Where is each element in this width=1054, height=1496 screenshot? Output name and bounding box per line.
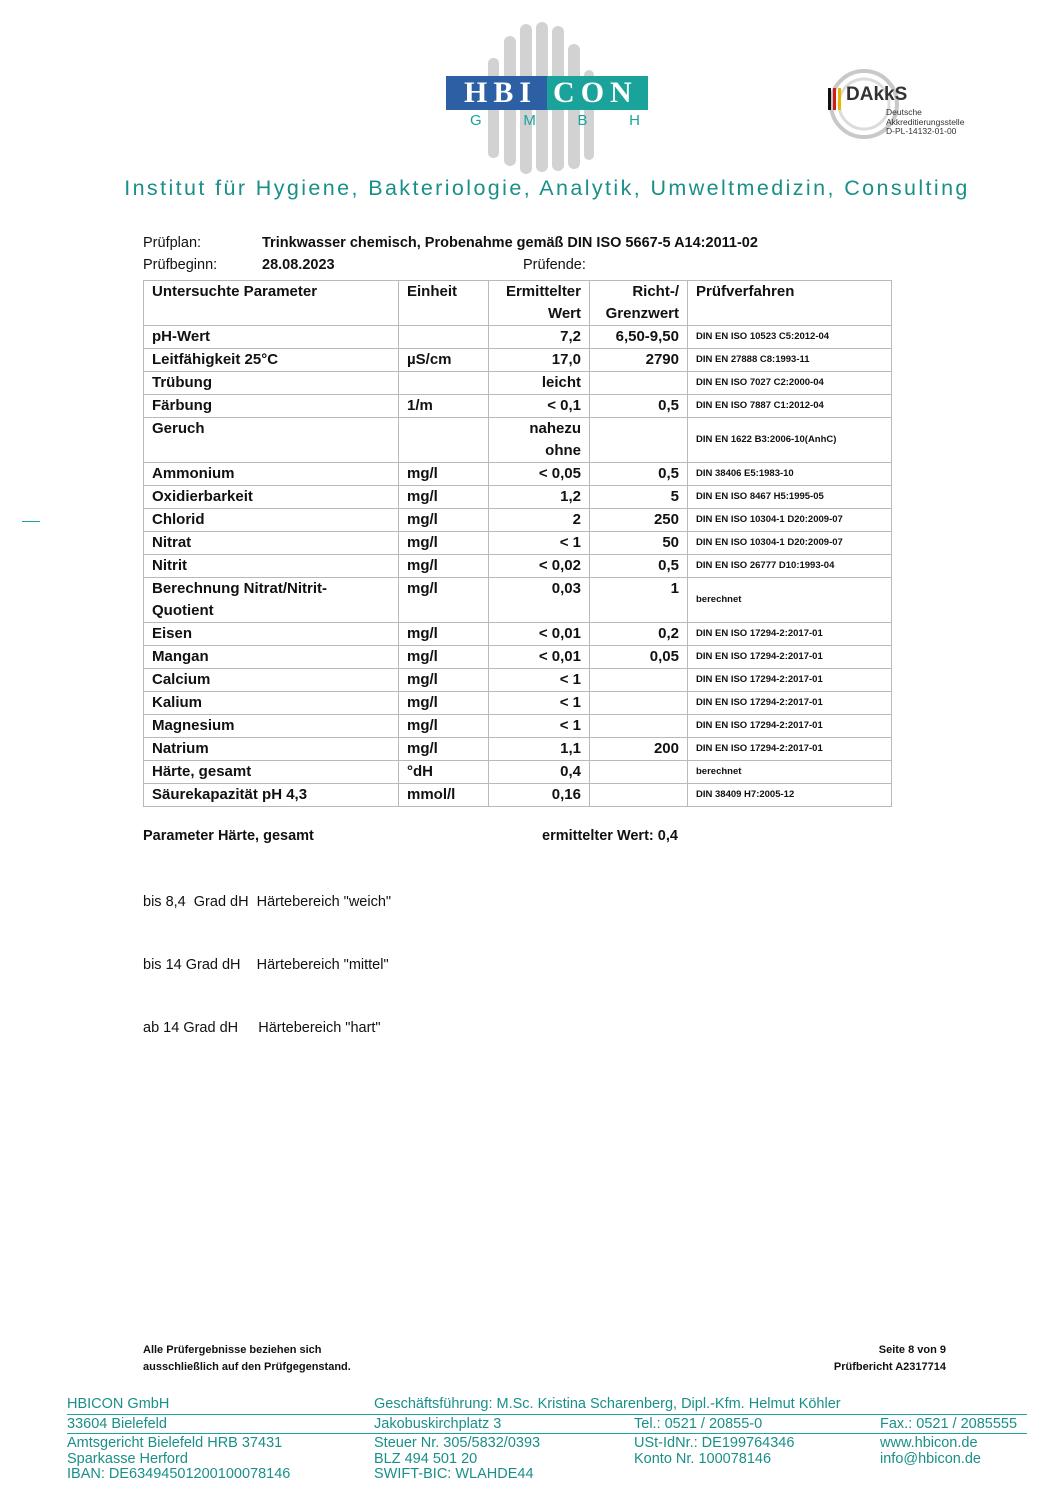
street: Jakobuskirchplatz 3 [374,1416,502,1432]
cell-unit: 1/m [399,395,489,418]
cell-parameter: Nitrat [144,532,399,555]
cell-method: DIN 38406 E5:1983-10 [688,463,892,486]
company-name: HBICON GmbH [67,1396,170,1412]
cell-limit [590,761,688,784]
footer-note: Alle Prüfergebnisse beziehen sich ausschließlich auf den Prüfgegenstand. [143,1344,351,1373]
cell-value: < 0,05 [489,463,590,486]
cell-method: DIN EN ISO 10304-1 D20:2009-07 [688,532,892,555]
cell-value: < 1 [489,669,590,692]
logo-legal-letter: G [470,112,482,129]
results-table [143,280,892,807]
page-info [834,1342,946,1376]
cell-parameter: Ammonium [144,463,399,486]
header-parameter: Untersuchte Parameter [144,281,399,326]
cell-value: 0,16 [489,784,590,807]
cell-value: < 0,01 [489,623,590,646]
table-row [144,646,892,669]
cell-value: < 1 [489,715,590,738]
cell-limit: 0,5 [590,395,688,418]
cell-unit: mg/l [399,555,489,578]
cell-value: leicht [489,372,590,395]
cell-parameter: Berechnung Nitrat/Nitrit- Quotient [144,578,399,623]
telephone: Tel.: 0521 / 20855-0 [634,1416,763,1432]
accreditation-brand: DAkkS [846,84,908,105]
city: 33604 Bielefeld [67,1416,167,1432]
cell-value: < 1 [489,692,590,715]
header-method: Prüfverfahren [688,281,892,326]
table-row [144,372,892,395]
cell-parameter: Kalium [144,692,399,715]
email-link[interactable]: info@hbicon.de [880,1450,981,1467]
cell-limit: 0,2 [590,623,688,646]
cell-value: 2 [489,509,590,532]
cell-value: < 0,01 [489,646,590,669]
hardness-result: ermittelter Wert: 0,4 [542,828,678,844]
table-row [144,692,892,715]
cell-limit [590,669,688,692]
cell-unit: mg/l [399,532,489,555]
logo-legal-form [470,112,640,129]
cell-parameter: Eisen [144,623,399,646]
table-row [144,761,892,784]
cell-parameter: Chlorid [144,509,399,532]
cell-method: DIN EN 27888 C8:1993-11 [688,349,892,372]
hardness-range: bis 14 Grad dH Härtebereich "mittel" [143,957,389,973]
table-row [144,418,892,463]
cell-parameter: Härte, gesamt [144,761,399,784]
hardness-range: bis 8,4 Grad dH Härtebereich "weich" [143,894,392,910]
cell-parameter: Geruch [144,418,399,463]
cell-parameter: Leitfähigkeit 25°C [144,349,399,372]
plan-label: Prüfplan: [143,235,202,251]
cell-unit: mg/l [399,578,489,623]
cell-limit: 200 [590,738,688,761]
cell-method: DIN EN ISO 17294-2:2017-01 [688,715,892,738]
cell-unit: µS/cm [399,349,489,372]
hardness-range: ab 14 Grad dH Härtebereich "hart" [143,1020,381,1036]
cell-value: < 0,02 [489,555,590,578]
cell-value: 7,2 [489,326,590,349]
cell-unit: mg/l [399,623,489,646]
cell-method: DIN EN ISO 10523 C5:2012-04 [688,326,892,349]
fax: Fax.: 0521 / 2085555 [880,1416,1018,1432]
cell-parameter: Trübung [144,372,399,395]
cell-value: 1,1 [489,738,590,761]
cell-parameter: Magnesium [144,715,399,738]
table-row [144,669,892,692]
margin-mark [22,521,40,522]
cell-method: DIN EN ISO 17294-2:2017-01 [688,646,892,669]
cell-unit: °dH [399,761,489,784]
cell-value: 0,03 [489,578,590,623]
cell-method: DIN EN ISO 26777 D10:1993-04 [688,555,892,578]
cell-method: DIN EN ISO 7887 C1:2012-04 [688,395,892,418]
cell-value: < 1 [489,532,590,555]
cell-method: DIN EN ISO 17294-2:2017-01 [688,623,892,646]
table-row [144,326,892,349]
cell-method: DIN EN ISO 17294-2:2017-01 [688,669,892,692]
header-value: Ermittelter Wert [489,281,590,326]
cell-limit: 1 [590,578,688,623]
page-number: Seite 8 von 9 [878,1344,946,1356]
cell-value: < 0,1 [489,395,590,418]
cell-value: 1,2 [489,486,590,509]
logo-legal-letter: M [523,112,536,129]
table-row [144,555,892,578]
management: Geschäftsführung: M.Sc. Kristina Scharenberg, Dipl.-Kfm. Helmut Köhler [374,1396,841,1412]
table-row [144,623,892,646]
company-registry: Amtsgericht Bielefeld HRB 37431 Sparkasse Herford IBAN: DE63494501200100078146 [67,1435,291,1482]
cell-unit: mg/l [399,715,489,738]
logo-name-part1: HBI [446,76,547,110]
cell-method: DIN EN ISO 8467 H5:1995-05 [688,486,892,509]
hardness-title: Parameter Härte, gesamt [143,828,314,844]
institute-tagline: Institut für Hygiene, Bakteriologie, Analytik, Umweltmedizin, Consulting [124,176,970,200]
cell-limit: 50 [590,532,688,555]
table-row [144,395,892,418]
start-label: Prüfbeginn: [143,257,218,273]
accreditation-text: Deutsche Akkreditierungsstelle D-PL-14132-01-00 [886,107,965,136]
cell-limit: 0,05 [590,646,688,669]
cell-parameter: Calcium [144,669,399,692]
cell-unit: mg/l [399,738,489,761]
cell-method: berechnet [688,578,892,623]
cell-unit: mg/l [399,486,489,509]
cell-unit [399,372,489,395]
cell-limit [590,692,688,715]
header-limit: Richt-/ Grenzwert [590,281,688,326]
cell-limit: 2790 [590,349,688,372]
logo-legal-letter: B [577,112,588,129]
cell-parameter: Nitrit [144,555,399,578]
cell-method: DIN EN 1622 B3:2006-10(AnhC) [688,418,892,463]
cell-limit [590,715,688,738]
cell-parameter: Säurekapazität pH 4,3 [144,784,399,807]
cell-unit [399,326,489,349]
cell-method: DIN EN ISO 17294-2:2017-01 [688,692,892,715]
cell-value: 0,4 [489,761,590,784]
cell-unit: mmol/l [399,784,489,807]
plan-value: Trinkwasser chemisch, Probenahme gemäß DIN ISO 5667-5 A14:2011-02 [262,235,758,251]
contact-info [880,1436,981,1467]
cell-unit: mg/l [399,509,489,532]
table-body [144,326,892,807]
table-row [144,486,892,509]
table-row [144,784,892,807]
cell-unit: mg/l [399,646,489,669]
logo-wordmark [446,76,648,110]
cell-unit [399,418,489,463]
cell-unit: mg/l [399,463,489,486]
logo-legal-letter: H [629,112,640,129]
table-row [144,715,892,738]
table-header-row [144,281,892,326]
cell-limit: 6,50-9,50 [590,326,688,349]
header-unit: Einheit [399,281,489,326]
website-link[interactable]: www.hbicon.de [880,1435,978,1451]
vat-info: USt-IdNr.: DE199764346 Konto Nr. 100078146 [634,1435,795,1467]
cell-method: DIN EN ISO 17294-2:2017-01 [688,738,892,761]
table-row [144,509,892,532]
cell-value: nahezu ohne [489,418,590,463]
cell-limit: 0,5 [590,463,688,486]
cell-limit: 5 [590,486,688,509]
cell-parameter: Färbung [144,395,399,418]
cell-limit [590,418,688,463]
footer-rule [67,1414,1027,1415]
cell-method: DIN EN ISO 10304-1 D20:2009-07 [688,509,892,532]
table-row [144,349,892,372]
cell-parameter: Oxidierbarkeit [144,486,399,509]
cell-value: 17,0 [489,349,590,372]
end-label: Prüfende: [523,257,586,273]
table-row [144,578,892,623]
cell-method: DIN EN ISO 7027 C2:2000-04 [688,372,892,395]
hardness-ranges [143,850,391,1060]
tax-info: Steuer Nr. 305/5832/0393 BLZ 494 501 20 SWIFT-BIC: WLAHDE44 [374,1435,541,1482]
cell-method: berechnet [688,761,892,784]
cell-unit: mg/l [399,692,489,715]
report-number: Prüfbericht A2317714 [833,1361,946,1373]
cell-limit [590,784,688,807]
cell-parameter: Mangan [144,646,399,669]
footer-rule [67,1433,1027,1434]
table-row [144,463,892,486]
table-row [144,738,892,761]
cell-parameter: Natrium [144,738,399,761]
logo-name-part2: CON [547,76,648,110]
cell-method: DIN 38409 H7:2005-12 [688,784,892,807]
table-row [144,532,892,555]
start-value: 28.08.2023 [262,257,335,273]
cell-parameter: pH-Wert [144,326,399,349]
cell-limit [590,372,688,395]
cell-limit: 250 [590,509,688,532]
cell-limit: 0,5 [590,555,688,578]
cell-unit: mg/l [399,669,489,692]
